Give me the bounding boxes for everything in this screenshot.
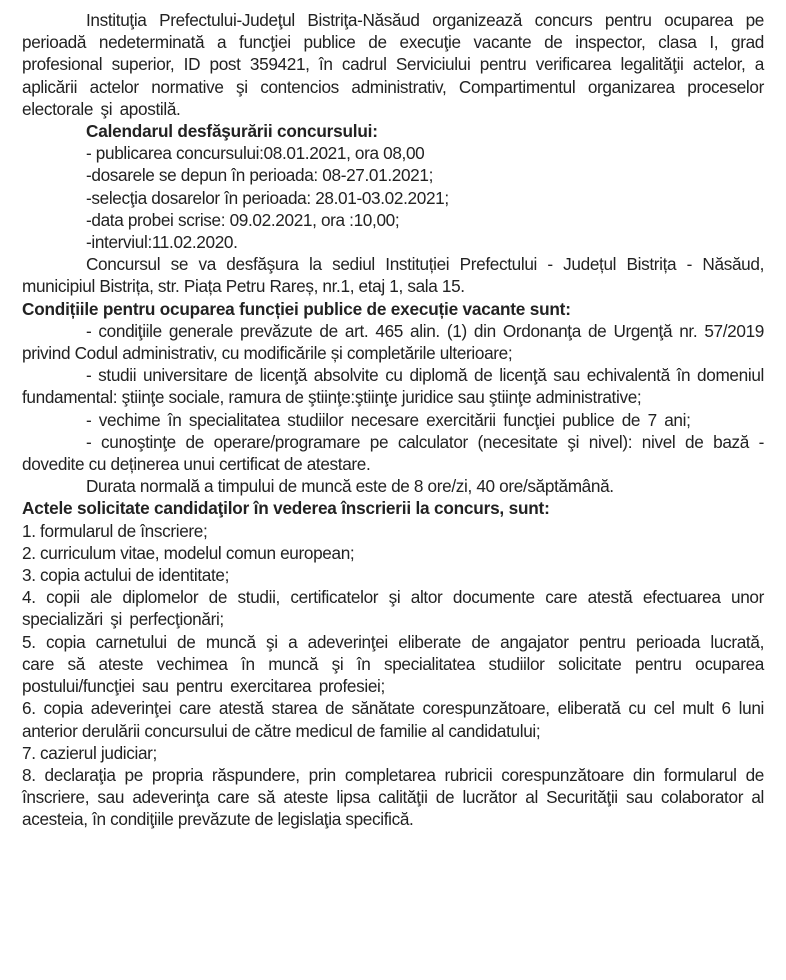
condition-item: - cunoştinţe de operare/programare pe calculator (necesitate şi nivel): nivel de bază - dovedite cu deținerea unui certificat de atestare. bbox=[22, 431, 764, 475]
conditions-heading: Condițiile pentru ocuparea funcției publice de execuție vacante sunt: bbox=[22, 298, 571, 319]
calendar-item: -interviul:11.02.2020. bbox=[86, 232, 238, 253]
document-page bbox=[22, 9, 764, 831]
conditions-list bbox=[22, 320, 764, 475]
document-item: 3. copia actului de identitate; bbox=[22, 565, 230, 586]
work-time-paragraph: Durata normală a timpului de muncă este de 8 ore/zi, 40 ore/săptămână. bbox=[86, 476, 614, 497]
document-item: 5. copia carnetului de muncă şi a adeverinţei eliberate de angajator pentru perioada lucrată, care să ateste vechimea în muncă şi în specialitatea studiilor solicitate pentru ocuparea postului/funcţiei sau pentru exercitarea profesiei; bbox=[22, 631, 764, 697]
calendar-list bbox=[22, 142, 764, 253]
condition-item: - studii universitare de licenţă absolvite cu diplomă de licenţă sau echivalentă în domeniul fundamental: ştiinţe sociale, ramura de ştiinţe:ştiinţe juridice sau ştiinţe administrative; bbox=[22, 365, 764, 408]
documents-heading: Actele solicitate candidaţilor în vederea înscrierii la concurs, sunt: bbox=[22, 498, 550, 519]
document-item: 1. formularul de înscriere; bbox=[22, 520, 208, 541]
condition-item: - vechime în specialitatea studiilor necesare exercitării funcţiei publice de 7 ani; bbox=[86, 409, 691, 430]
document-item: 2. curriculum vitae, modelul comun european; bbox=[22, 542, 355, 563]
document-item: 6. copia adeverinţei care atestă starea de sănătate corespunzătoare, eliberată cu cel mult 6 luni anterior derulării concursului de către medicul de familie al candidatului; bbox=[22, 698, 764, 741]
calendar-item: -dosarele se depun în perioada: 08-27.01.2021; bbox=[86, 165, 434, 186]
calendar-heading: Calendarul desfăşurării concursului: bbox=[86, 121, 378, 142]
intro-paragraph: Instituţia Prefectului-Judeţul Bistriţa-Năsăud organizează concurs pentru ocuparea pe perioadă nedeterminată a funcţiei publice de execuţie vacante de inspector, clasa I, grad profesional superior, ID post 359421, în cadrul Serviciului pentru verificarea legalităţii actelor, a aplicării actelor normative şi contencios administrativ, Compartimentul organizarea proceselor electorale şi apostilă. bbox=[22, 10, 764, 119]
document-item: 4. copii ale diplomelor de studii, certificatelor şi altor documente care atestă efectuarea unor specializări şi perfecţionări; bbox=[22, 587, 764, 630]
location-paragraph: Concursul se va desfăşura la sediul Instituției Prefectului - Județul Bistrița - Năsăud, municipiul Bistrița, str. Piața Petru Rareș, nr.1, etaj 1, sala 15. bbox=[22, 254, 764, 297]
calendar-item: - publicarea concursului:08.01.2021, ora 08,00 bbox=[86, 143, 425, 164]
documents-list bbox=[22, 520, 764, 831]
document-item: 8. declaraţia pe propria răspundere, prin completarea rubricii corespunzătoare din formularul de înscriere, sau adeverinţa care să ateste lipsa calităţii de lucrător al Securităţii sau colaborator al acesteia, în condiţiile prevăzute de legislaţia specifică. bbox=[22, 764, 764, 830]
condition-item: - condiţiile generale prevăzute de art. 465 alin. (1) din Ordonanţa de Urgenţă nr. 57/2019 privind Codul administrativ, cu modificările și completările ulterioare; bbox=[22, 320, 764, 364]
calendar-item: -data probei scrise: 09.02.2021, ora :10,00; bbox=[86, 209, 400, 230]
document-item: 7. cazierul judiciar; bbox=[22, 742, 157, 763]
calendar-item: -selecţia dosarelor în perioada: 28.01-03.02.2021; bbox=[86, 187, 449, 208]
